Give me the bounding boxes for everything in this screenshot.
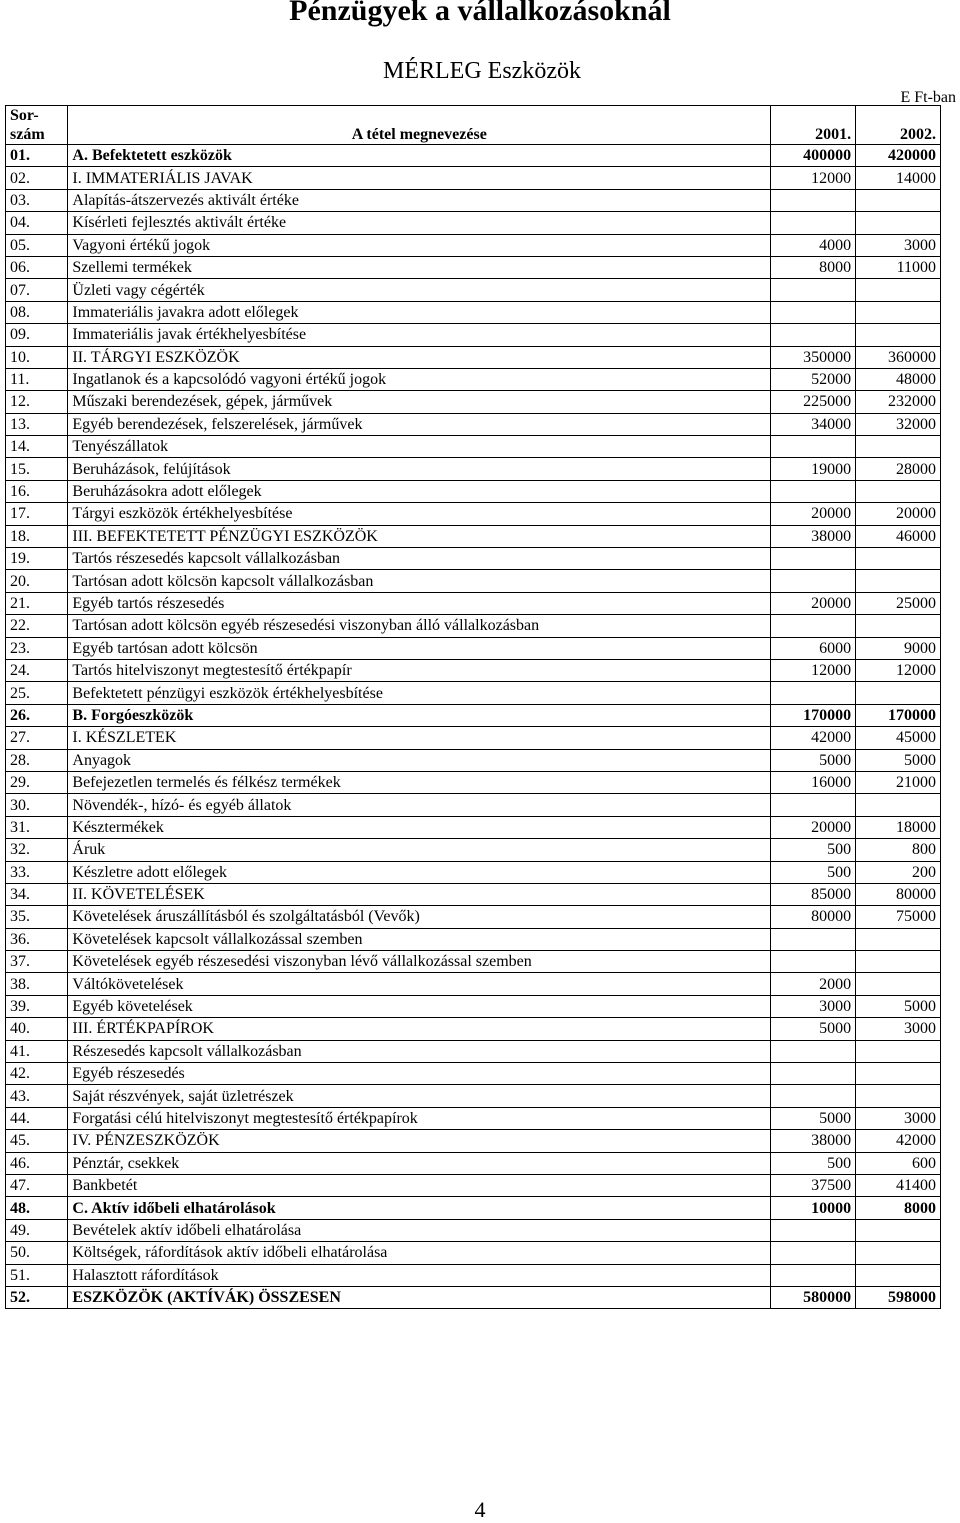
table-row xyxy=(6,189,941,211)
value-2002-cell xyxy=(856,1040,941,1062)
value-2001-cell: 350000 xyxy=(771,346,856,368)
header-year-2001: 2001. xyxy=(771,106,856,145)
item-name-cell: Pénztár, csekkek xyxy=(68,1152,771,1174)
item-name-cell: Követelések egyéb részesedési viszonyban lévő vállalkozással szemben xyxy=(68,951,771,973)
value-2002-cell: 25000 xyxy=(856,592,941,614)
table-row xyxy=(6,839,941,861)
table-row xyxy=(6,391,941,413)
row-number-cell: 09. xyxy=(6,324,68,346)
value-2002-cell: 3000 xyxy=(856,234,941,256)
item-name-cell: Tartós részesedés kapcsolt vállalkozásban xyxy=(68,548,771,570)
value-2002-cell xyxy=(856,436,941,458)
table-row xyxy=(6,1242,941,1264)
table-row xyxy=(6,861,941,883)
row-number-cell: 34. xyxy=(6,883,68,905)
row-number-cell: 33. xyxy=(6,861,68,883)
row-number-cell: 35. xyxy=(6,906,68,928)
header-year-2002: 2002. xyxy=(856,106,941,145)
value-2001-cell: 34000 xyxy=(771,413,856,435)
value-2002-cell xyxy=(856,1242,941,1264)
value-2002-cell xyxy=(856,928,941,950)
table-row xyxy=(6,525,941,547)
value-2001-cell: 37500 xyxy=(771,1174,856,1196)
value-2001-cell: 20000 xyxy=(771,503,856,525)
item-name-cell: Saját részvények, saját üzletrészek xyxy=(68,1085,771,1107)
item-name-cell: II. TÁRGYI ESZKÖZÖK xyxy=(68,346,771,368)
value-2001-cell: 12000 xyxy=(771,659,856,681)
item-name-cell: IV. PÉNZESZKÖZÖK xyxy=(68,1130,771,1152)
item-name-cell: Kísérleti fejlesztés aktivált értéke xyxy=(68,212,771,234)
value-2001-cell xyxy=(771,324,856,346)
item-name-cell: Anyagok xyxy=(68,749,771,771)
table-row xyxy=(6,1040,941,1062)
table-row xyxy=(6,995,941,1017)
value-2002-cell: 232000 xyxy=(856,391,941,413)
value-2002-cell xyxy=(856,1219,941,1241)
item-name-cell: Bevételek aktív időbeli elhatárolása xyxy=(68,1219,771,1241)
item-name-cell: III. ÉRTÉKPAPÍROK xyxy=(68,1018,771,1040)
value-2001-cell: 500 xyxy=(771,839,856,861)
value-2002-cell: 20000 xyxy=(856,503,941,525)
item-name-cell: Ingatlanok és a kapcsolódó vagyoni értékű jogok xyxy=(68,368,771,390)
table-row xyxy=(6,1085,941,1107)
row-number-cell: 38. xyxy=(6,973,68,995)
table-header-row xyxy=(6,106,941,145)
table-row xyxy=(6,1107,941,1129)
table-row xyxy=(6,279,941,301)
table-row xyxy=(6,682,941,704)
table-row xyxy=(6,212,941,234)
value-2002-cell: 5000 xyxy=(856,995,941,1017)
row-number-cell: 21. xyxy=(6,592,68,614)
row-number-cell: 12. xyxy=(6,391,68,413)
row-number-cell: 15. xyxy=(6,458,68,480)
item-name-cell: Beruházások, felújítások xyxy=(68,458,771,480)
value-2001-cell: 20000 xyxy=(771,816,856,838)
value-2001-cell: 3000 xyxy=(771,995,856,1017)
row-number-cell: 13. xyxy=(6,413,68,435)
item-name-cell: Immateriális javakra adott előlegek xyxy=(68,301,771,323)
table-row xyxy=(6,816,941,838)
table-row xyxy=(6,503,941,525)
table-row xyxy=(6,906,941,928)
table-row xyxy=(6,145,941,167)
row-number-cell: 25. xyxy=(6,682,68,704)
item-name-cell: Tartósan adott kölcsön kapcsolt vállalkozásban xyxy=(68,570,771,592)
value-2002-cell: 800 xyxy=(856,839,941,861)
table-row xyxy=(6,324,941,346)
item-name-cell: Beruházásokra adott előlegek xyxy=(68,480,771,502)
value-2001-cell xyxy=(771,189,856,211)
table-row xyxy=(6,704,941,726)
value-2002-cell: 200 xyxy=(856,861,941,883)
table-row xyxy=(6,883,941,905)
value-2002-cell: 80000 xyxy=(856,883,941,905)
value-2002-cell: 18000 xyxy=(856,816,941,838)
value-2002-cell xyxy=(856,951,941,973)
item-name-cell: I. KÉSZLETEK xyxy=(68,727,771,749)
table-row xyxy=(6,346,941,368)
value-2001-cell: 8000 xyxy=(771,256,856,278)
item-name-cell: Követelések kapcsolt vállalkozással szemben xyxy=(68,928,771,950)
item-name-cell: Immateriális javak értékhelyesbítése xyxy=(68,324,771,346)
balance-subtitle: MÉRLEG Eszközök xyxy=(383,58,581,84)
item-name-cell: Egyéb berendezések, felszerelések, járművek xyxy=(68,413,771,435)
value-2001-cell: 400000 xyxy=(771,145,856,167)
table-row xyxy=(6,1174,941,1196)
item-name-cell: I. IMMATERIÁLIS JAVAK xyxy=(68,167,771,189)
row-number-cell: 16. xyxy=(6,480,68,502)
item-name-cell: Halasztott ráfordítások xyxy=(68,1264,771,1286)
item-name-cell: Alapítás-átszervezés aktivált értéke xyxy=(68,189,771,211)
table-row xyxy=(6,167,941,189)
table-row xyxy=(6,368,941,390)
table-row xyxy=(6,436,941,458)
value-2002-cell xyxy=(856,301,941,323)
row-number-cell: 46. xyxy=(6,1152,68,1174)
value-2001-cell xyxy=(771,1063,856,1085)
row-number-cell: 17. xyxy=(6,503,68,525)
value-2001-cell: 5000 xyxy=(771,1018,856,1040)
value-2002-cell: 170000 xyxy=(856,704,941,726)
row-number-cell: 06. xyxy=(6,256,68,278)
item-name-cell: Késztermékek xyxy=(68,816,771,838)
value-2002-cell: 8000 xyxy=(856,1197,941,1219)
value-2002-cell xyxy=(856,615,941,637)
header-row-number-line2: szám xyxy=(10,126,45,143)
value-2002-cell xyxy=(856,570,941,592)
table-row xyxy=(6,548,941,570)
item-name-cell: Követelések áruszállításból és szolgáltatásból (Vevők) xyxy=(68,906,771,928)
value-2001-cell xyxy=(771,1085,856,1107)
item-name-cell: III. BEFEKTETETT PÉNZÜGYI ESZKÖZÖK xyxy=(68,525,771,547)
item-name-cell: C. Aktív időbeli elhatárolások xyxy=(68,1197,771,1219)
value-2001-cell xyxy=(771,1264,856,1286)
row-number-cell: 10. xyxy=(6,346,68,368)
table-row xyxy=(6,1286,941,1308)
value-2001-cell xyxy=(771,548,856,570)
value-2002-cell: 12000 xyxy=(856,659,941,681)
value-2001-cell: 16000 xyxy=(771,771,856,793)
value-2002-cell: 14000 xyxy=(856,167,941,189)
item-name-cell: Befektetett pénzügyi eszközök értékhelyesbítése xyxy=(68,682,771,704)
value-2001-cell: 52000 xyxy=(771,368,856,390)
item-name-cell: Készletre adott előlegek xyxy=(68,861,771,883)
item-name-cell: Tartósan adott kölcsön egyéb részesedési viszonyban álló vállalkozásban xyxy=(68,615,771,637)
value-2001-cell xyxy=(771,279,856,301)
value-2001-cell xyxy=(771,480,856,502)
value-2002-cell: 11000 xyxy=(856,256,941,278)
value-2001-cell xyxy=(771,615,856,637)
value-2001-cell: 85000 xyxy=(771,883,856,905)
row-number-cell: 50. xyxy=(6,1242,68,1264)
table-row xyxy=(6,458,941,480)
table-row xyxy=(6,1018,941,1040)
row-number-cell: 42. xyxy=(6,1063,68,1085)
value-2002-cell: 598000 xyxy=(856,1286,941,1308)
value-2001-cell xyxy=(771,570,856,592)
value-2002-cell xyxy=(856,682,941,704)
table-row xyxy=(6,480,941,502)
item-name-cell: Üzleti vagy cégérték xyxy=(68,279,771,301)
row-number-cell: 52. xyxy=(6,1286,68,1308)
value-2002-cell: 600 xyxy=(856,1152,941,1174)
row-number-cell: 07. xyxy=(6,279,68,301)
item-name-cell: ESZKÖZÖK (AKTÍVÁK) ÖSSZESEN xyxy=(68,1286,771,1308)
table-row xyxy=(6,1130,941,1152)
row-number-cell: 39. xyxy=(6,995,68,1017)
value-2001-cell: 5000 xyxy=(771,1107,856,1129)
value-2002-cell xyxy=(856,1264,941,1286)
value-2002-cell: 3000 xyxy=(856,1107,941,1129)
item-name-cell: Áruk xyxy=(68,839,771,861)
value-2001-cell xyxy=(771,1242,856,1264)
row-number-cell: 19. xyxy=(6,548,68,570)
value-2002-cell: 21000 xyxy=(856,771,941,793)
item-name-cell: Növendék-, hízó- és egyéb állatok xyxy=(68,794,771,816)
item-name-cell: Egyéb tartós részesedés xyxy=(68,592,771,614)
row-number-cell: 01. xyxy=(6,145,68,167)
row-number-cell: 43. xyxy=(6,1085,68,1107)
row-number-cell: 40. xyxy=(6,1018,68,1040)
row-number-cell: 41. xyxy=(6,1040,68,1062)
row-number-cell: 30. xyxy=(6,794,68,816)
value-2002-cell: 9000 xyxy=(856,637,941,659)
row-number-cell: 18. xyxy=(6,525,68,547)
table-row xyxy=(6,659,941,681)
table-row xyxy=(6,727,941,749)
balance-table xyxy=(5,105,941,1309)
row-number-cell: 22. xyxy=(6,615,68,637)
item-name-cell: II. KÖVETELÉSEK xyxy=(68,883,771,905)
value-2001-cell xyxy=(771,1040,856,1062)
value-2002-cell xyxy=(856,212,941,234)
table-row xyxy=(6,1197,941,1219)
row-number-cell: 14. xyxy=(6,436,68,458)
value-2001-cell: 5000 xyxy=(771,749,856,771)
row-number-cell: 04. xyxy=(6,212,68,234)
unit-label: E Ft-ban xyxy=(900,89,956,106)
table-row xyxy=(6,794,941,816)
table-row xyxy=(6,301,941,323)
header-item-name: A tétel megnevezése xyxy=(68,106,771,145)
row-number-cell: 49. xyxy=(6,1219,68,1241)
value-2002-cell: 75000 xyxy=(856,906,941,928)
row-number-cell: 37. xyxy=(6,951,68,973)
table-row xyxy=(6,1264,941,1286)
value-2001-cell: 2000 xyxy=(771,973,856,995)
item-name-cell: A. Befektetett eszközök xyxy=(68,145,771,167)
value-2002-cell: 46000 xyxy=(856,525,941,547)
value-2002-cell xyxy=(856,548,941,570)
item-name-cell: Szellemi termékek xyxy=(68,256,771,278)
row-number-cell: 28. xyxy=(6,749,68,771)
value-2001-cell: 500 xyxy=(771,1152,856,1174)
value-2002-cell xyxy=(856,794,941,816)
value-2001-cell: 38000 xyxy=(771,1130,856,1152)
row-number-cell: 47. xyxy=(6,1174,68,1196)
item-name-cell: Váltókövetelések xyxy=(68,973,771,995)
value-2002-cell: 5000 xyxy=(856,749,941,771)
value-2001-cell: 580000 xyxy=(771,1286,856,1308)
table-body xyxy=(6,145,941,1309)
row-number-cell: 29. xyxy=(6,771,68,793)
item-name-cell: Tárgyi eszközök értékhelyesbítése xyxy=(68,503,771,525)
item-name-cell: Tartós hitelviszonyt megtestesítő értékpapír xyxy=(68,659,771,681)
item-name-cell: B. Forgóeszközök xyxy=(68,704,771,726)
table-row xyxy=(6,234,941,256)
value-2002-cell xyxy=(856,189,941,211)
value-2002-cell: 3000 xyxy=(856,1018,941,1040)
value-2002-cell: 360000 xyxy=(856,346,941,368)
value-2002-cell xyxy=(856,1063,941,1085)
value-2001-cell: 12000 xyxy=(771,167,856,189)
value-2001-cell: 19000 xyxy=(771,458,856,480)
value-2002-cell: 32000 xyxy=(856,413,941,435)
value-2002-cell xyxy=(856,973,941,995)
item-name-cell: Forgatási célú hitelviszonyt megtestesítő értékpapírok xyxy=(68,1107,771,1129)
value-2002-cell: 41400 xyxy=(856,1174,941,1196)
value-2002-cell xyxy=(856,1085,941,1107)
item-name-cell: Tenyészállatok xyxy=(68,436,771,458)
table-row xyxy=(6,1219,941,1241)
table-row xyxy=(6,256,941,278)
value-2001-cell xyxy=(771,951,856,973)
row-number-cell: 51. xyxy=(6,1264,68,1286)
table-row xyxy=(6,1063,941,1085)
row-number-cell: 26. xyxy=(6,704,68,726)
value-2001-cell: 80000 xyxy=(771,906,856,928)
value-2002-cell: 45000 xyxy=(856,727,941,749)
value-2001-cell: 38000 xyxy=(771,525,856,547)
row-number-cell: 03. xyxy=(6,189,68,211)
value-2002-cell: 420000 xyxy=(856,145,941,167)
value-2002-cell xyxy=(856,279,941,301)
value-2001-cell xyxy=(771,301,856,323)
table-row xyxy=(6,928,941,950)
row-number-cell: 11. xyxy=(6,368,68,390)
value-2001-cell: 20000 xyxy=(771,592,856,614)
row-number-cell: 02. xyxy=(6,167,68,189)
row-number-cell: 36. xyxy=(6,928,68,950)
item-name-cell: Vagyoni értékű jogok xyxy=(68,234,771,256)
value-2001-cell: 4000 xyxy=(771,234,856,256)
value-2001-cell: 10000 xyxy=(771,1197,856,1219)
row-number-cell: 23. xyxy=(6,637,68,659)
row-number-cell: 45. xyxy=(6,1130,68,1152)
page-number: 4 xyxy=(474,1497,486,1522)
item-name-cell: Befejezetlen termelés és félkész termékek xyxy=(68,771,771,793)
row-number-cell: 08. xyxy=(6,301,68,323)
table-row xyxy=(6,615,941,637)
table-row xyxy=(6,1152,941,1174)
row-number-cell: 05. xyxy=(6,234,68,256)
value-2001-cell xyxy=(771,436,856,458)
row-number-cell: 27. xyxy=(6,727,68,749)
table-row xyxy=(6,951,941,973)
value-2002-cell: 48000 xyxy=(856,368,941,390)
table-row xyxy=(6,570,941,592)
row-number-cell: 24. xyxy=(6,659,68,681)
value-2001-cell: 170000 xyxy=(771,704,856,726)
item-name-cell: Részesedés kapcsolt vállalkozásban xyxy=(68,1040,771,1062)
item-name-cell: Egyéb követelések xyxy=(68,995,771,1017)
row-number-cell: 44. xyxy=(6,1107,68,1129)
value-2001-cell: 225000 xyxy=(771,391,856,413)
value-2001-cell xyxy=(771,928,856,950)
row-number-cell: 31. xyxy=(6,816,68,838)
item-name-cell: Bankbetét xyxy=(68,1174,771,1196)
value-2002-cell xyxy=(856,480,941,502)
row-number-cell: 20. xyxy=(6,570,68,592)
value-2001-cell xyxy=(771,794,856,816)
value-2001-cell xyxy=(771,212,856,234)
item-name-cell: Egyéb tartósan adott kölcsön xyxy=(68,637,771,659)
value-2001-cell xyxy=(771,682,856,704)
header-row-number xyxy=(6,106,68,145)
table-row xyxy=(6,592,941,614)
value-2001-cell xyxy=(771,1219,856,1241)
table-row xyxy=(6,637,941,659)
item-name-cell: Költségek, ráfordítások aktív időbeli elhatárolása xyxy=(68,1242,771,1264)
value-2002-cell xyxy=(856,324,941,346)
value-2001-cell: 500 xyxy=(771,861,856,883)
row-number-cell: 48. xyxy=(6,1197,68,1219)
value-2002-cell: 28000 xyxy=(856,458,941,480)
page-title: Pénzügyek a vállalkozásoknál xyxy=(289,0,671,27)
item-name-cell: Egyéb részesedés xyxy=(68,1063,771,1085)
table-row xyxy=(6,413,941,435)
table-row xyxy=(6,771,941,793)
row-number-cell: 32. xyxy=(6,839,68,861)
table-row xyxy=(6,973,941,995)
value-2001-cell: 6000 xyxy=(771,637,856,659)
value-2002-cell: 42000 xyxy=(856,1130,941,1152)
header-row-number-line1: Sor- xyxy=(10,107,39,124)
item-name-cell: Műszaki berendezések, gépek, járművek xyxy=(68,391,771,413)
table-row xyxy=(6,749,941,771)
value-2001-cell: 42000 xyxy=(771,727,856,749)
